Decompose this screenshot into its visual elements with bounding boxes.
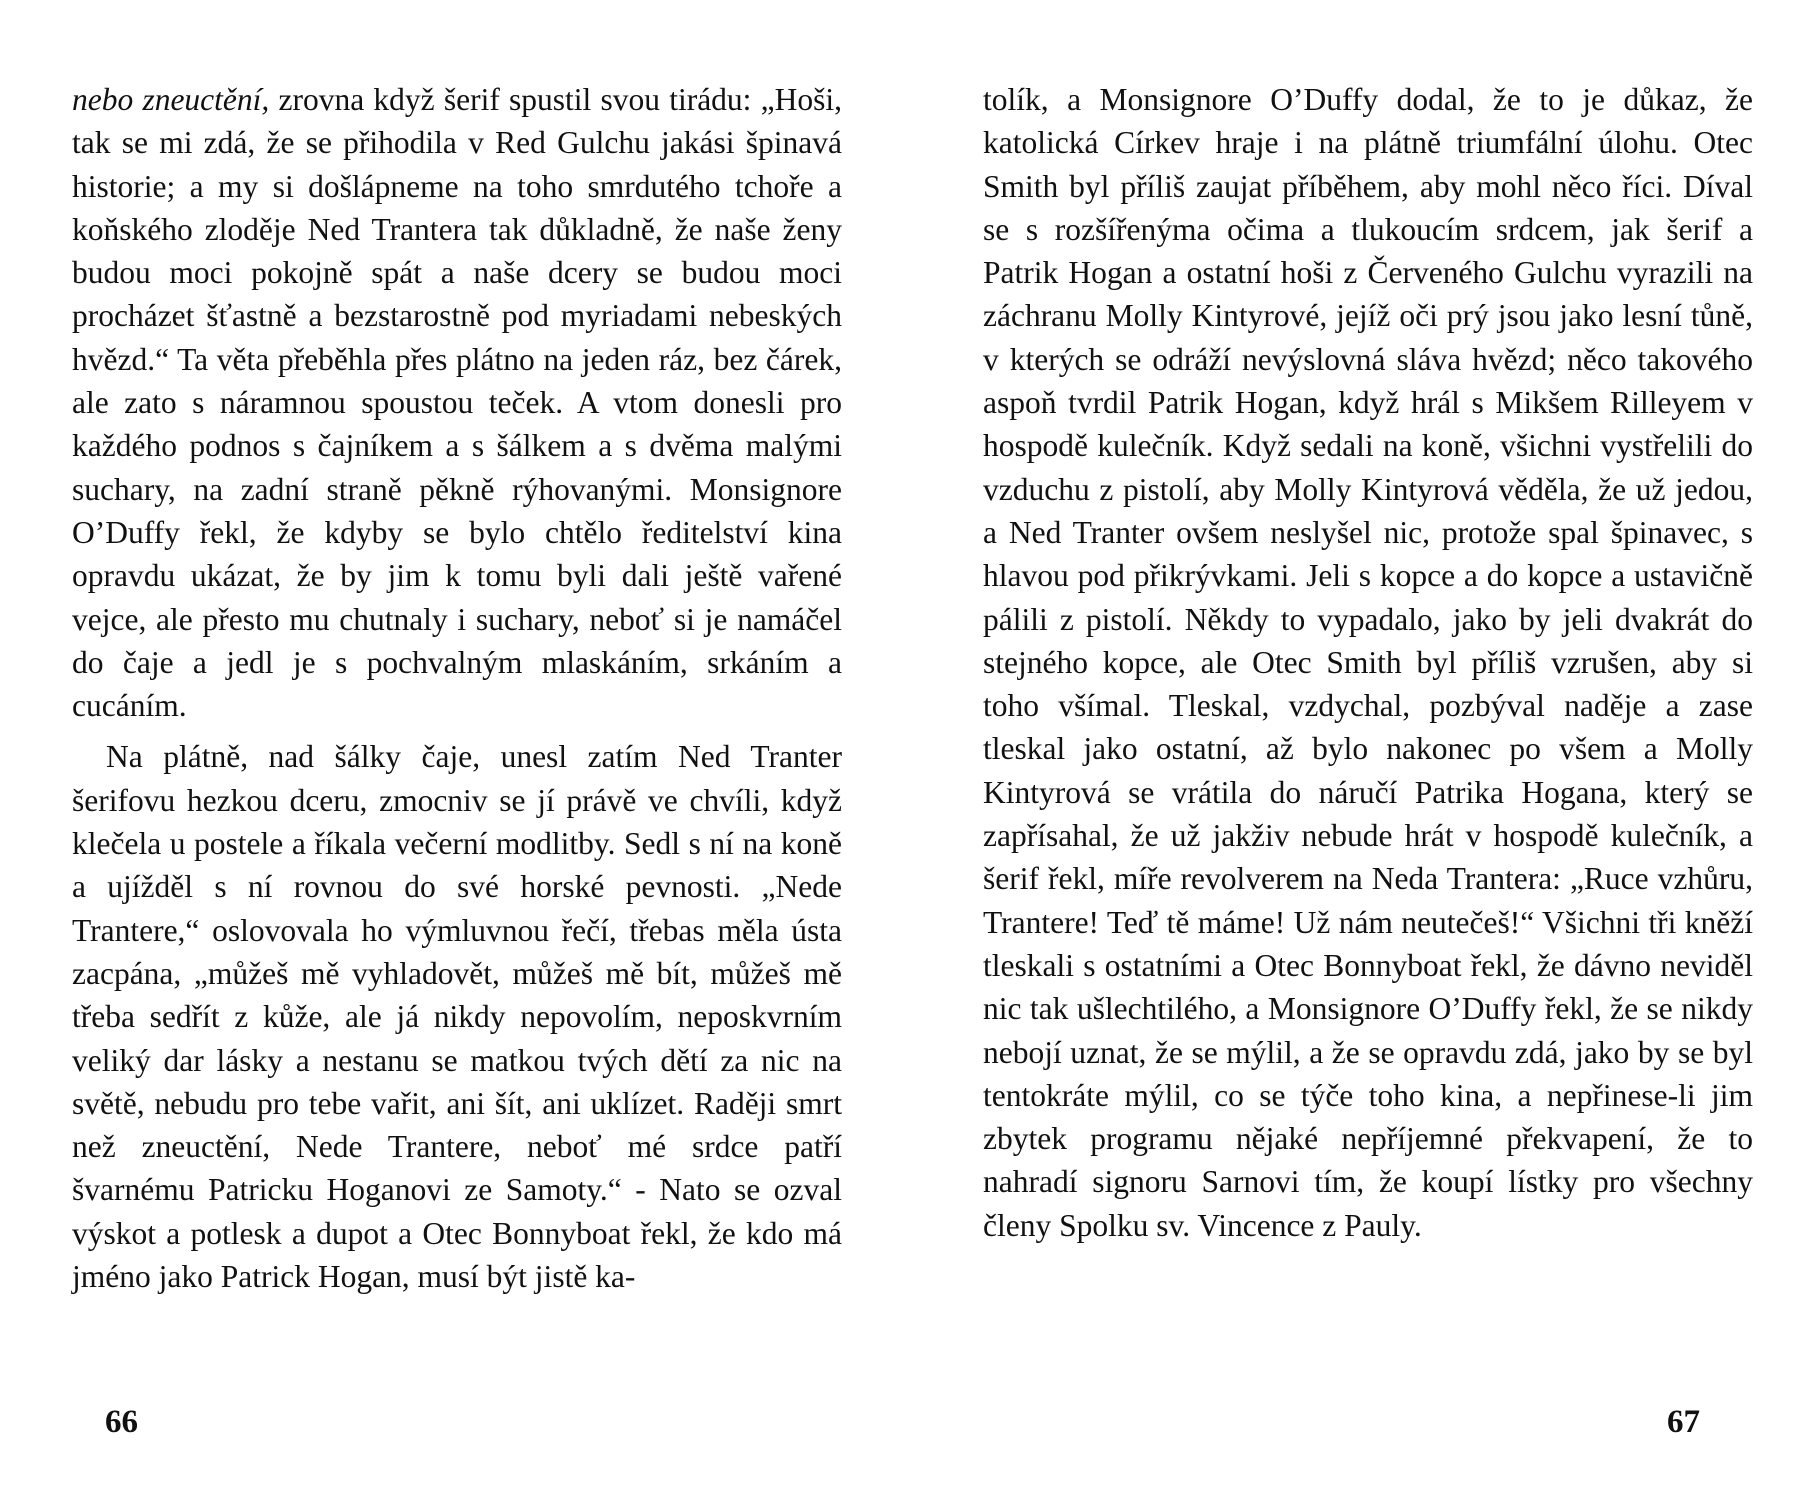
paragraph-1-text: zrovna když šerif spustil svou tirádu: „Hoši, tak se mi zdá, že se přihodila v Red Gulchu jakási špinavá historie; a my si došlápneme na toho smrdutého tchoře a koňského zloděje Ned Trantera tak důkladně, že naše ženy budou moci pokojně spát a naše dcery se budou moci procházet šťastně a bezstarostně pod myriadami nebeských hvězd.“ Ta věta přeběhla přes plátno na jeden ráz, bez čárek, ale zato s náramnou spoustou teček. A vtom donesli pro každého podnos s čajníkem a s šálkem a s dvěma malými suchary, na zadní straně pěkně rýhovanými. Monsignore O’Duffy řekl, že kdyby se bylo chtělo ředitelství kina opravdu ukázat, že by jim k tomu byli dali ještě vařené vejce, ale přesto mu chutnaly i suchary, neboť si je namáčel do čaje a jedl je s pochvalným mlaskáním, srkáním a cucáním.: [72, 82, 843, 724]
left-page-text: [72, 78, 842, 1298]
paragraph-3: tolík, a Monsignore O’Duffy dodal, že to je důkaz, že katolická Církev hraje i na plátně triumfální úlohu. Otec Smith byl příliš zaujat příběhem, aby mohl něco říci. Díval se s rozšířenýma očima a tlukoucím srdcem, jak šerif a Patrik Hogan a ostatní hoši z Červeného Gulchu vyrazili na záchranu Molly Kintyrové, jejíž oči prý jsou jako lesní tůně, v kterých se odráží nevýslovná sláva hvězd; něco takového aspoň tvrdil Patrik Hogan, když hrál s Mikšem Rilleyem v hospodě kulečník. Když sedali na koně, všichni vystřelili do vzduchu z pistolí, aby Molly Kintyrová věděla, že už jedou, a Ned Tranter ovšem neslyšel nic, protože spal špinavec, s hlavou pod přikrývkami. Jeli s kopce a do kopce a ustavičně pálili z pistolí. Někdy to vypadalo, jako by jeli dvakrát do stejného kopce, ale Otec Smith byl příliš vzrušen, aby si toho všímal. Tleskal, vzdychal, pozbýval naděje a zase tleskal jako ostatní, až bylo nakonec po všem a Molly Kintyrová se vrátila do náručí Patrika Hogana, který se zapřísahal, že už jakživ nebude hrát v hospodě kulečník, a šerif řekl, míře revolverem na Neda Trantera: „Ruce vzhůru, Trantere! Teď tě máme! Už nám neutečeš!“ Všichni tři kněží tleskali s ostatními a Otec Bonnyboat řekl, že dávno neviděl nic tak ušlechtilého, a Monsignore O’Duffy řekl, že se nikdy nebojí uznat, že se mýlil, a že se opravdu zdá, jako by se byl tentokráte mýlil, co se týče toho kina, a nepřinese-li jim zbytek programu nějaké nepříjemné překvapení, že to nahradí signoru Sarnovi tím, že koupí lístky pro všechny členy Spolku sv. Vincence z Pauly.: [983, 82, 1753, 1243]
right-page: [983, 78, 1753, 1247]
paragraph-1: [72, 78, 842, 727]
right-page-text: [983, 78, 1753, 1247]
left-page: [72, 78, 842, 1298]
page-number-left: 66: [105, 1404, 138, 1440]
italic-phrase: nebo zneuctění,: [72, 82, 270, 117]
paragraph-2: Na plátně, nad šálky čaje, unesl zatím Ned Tranter šerifovu hezkou dceru, zmocniv se jí právě ve chvíli, když klečela u postele a říkala večerní modlitby. Sedl s ní na koně a ujížděl s ní rovnou do své horské pevnosti. „Nede Trantere,“ oslovovala ho výmluvnou řečí, třebas měla ústa zacpána, „můžeš mě vyhladovět, můžeš mě bít, můžeš mě třeba sedřít z kůže, ale já nikdy nepovolím, neposkvrním veliký dar lásky a nestanu se matkou tvých dětí za nic na světě, nebudu pro tebe vařit, ani šít, ani uklízet. Raději smrt než zneuctění, Nede Trantere, neboť mé srdce patří švarnému Patricku Hoganovi ze Samoty.“ - Nato se ozval výskot a potlesk a dupot a Otec Bonnyboat řekl, že kdo má jméno jako Patrick Hogan, musí být jistě ka-: [72, 739, 842, 1295]
page-number-right: 67: [1667, 1404, 1700, 1440]
